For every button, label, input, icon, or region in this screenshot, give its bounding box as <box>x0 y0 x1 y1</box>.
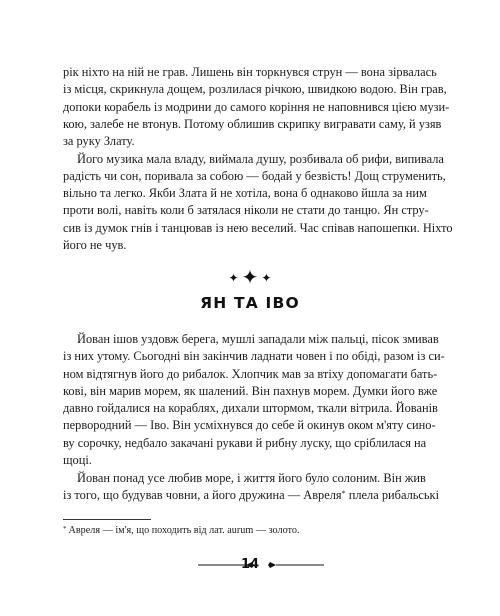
footnote <box>63 524 300 537</box>
footnote-marker: * <box>63 525 67 533</box>
text-segment: із того, що будував човни, а його дружина — Авреля <box>63 488 342 503</box>
paragraph-bottom-2 <box>63 470 447 505</box>
paragraph-top-1 <box>63 64 450 150</box>
footnote-reference: * <box>341 489 346 499</box>
paragraph-bottom-1 <box>63 331 447 469</box>
text-line: із них утому. Сьогодні він закінчив ладнати човен і по обіді, разом із си- <box>63 349 445 364</box>
star-icon: ✦ <box>228 271 239 285</box>
text-line: його не чув. <box>63 237 127 252</box>
page-number: 14 <box>240 557 260 572</box>
section-ornament <box>0 268 500 288</box>
text-line: кою, залебе не втонув. Потому облишив скрипку вигравати саму, й узяв <box>63 116 442 131</box>
text-line: із місця, скрикнула дощем, розлилася річкою, швидкою водою. Він грав, <box>63 82 447 97</box>
text-line: допоки корабель із модрини до самого коріння не наповнився цією музи- <box>63 99 450 114</box>
text-line: проти волі, навіть коли б затялася ніколи не стати до танцю. Ян стру- <box>63 203 429 218</box>
section-title: ЯН ТА ІВО <box>200 294 300 312</box>
text-line: кові, він марив морем, як шалений. Він пахнув морем. Думки його вже <box>63 383 438 398</box>
text-line: Йован ішов уздовж берега, мушлі западали між пальці, пісок змивав <box>77 332 439 346</box>
text-line: за руку Злату. <box>63 134 135 149</box>
text-line: Йован понад усе любив море, і життя його було солоним. Він жив <box>77 471 426 485</box>
text-line: первородний — Іво. Він усміхнувся до себе й окинув оком м'яту сино- <box>63 418 436 433</box>
text-line: рік ніхто на ній не грав. Лишень він торкнувся струн — вона зірвалась <box>63 65 437 79</box>
text-line: сив із думок гнів і танцював із нею веселий. Час співав напошепки. Ніхто <box>63 220 453 235</box>
text-line: радість чи сон, поривала за собою — бодай у безвість! Дощ струменить, <box>63 168 446 183</box>
footnote-text: Авреля — ім'я, що походить від лат. aurum — золото. <box>68 525 300 536</box>
text-line <box>63 487 447 504</box>
star-icon: ✦ <box>241 267 259 289</box>
text-line: давно гойдалися на кораблях, дихали штормом, ткали вітрила. Йованів <box>63 401 438 416</box>
paragraph-top-2 <box>63 151 453 255</box>
text-line: ву сорочку, недбало закачані рукави й рибну луску, що сріблилася на <box>63 435 427 450</box>
footnote-divider <box>63 519 151 520</box>
star-icon: ✦ <box>261 271 272 285</box>
text-line: вільно та легко. Якби Злата й не хотіла, вона б однаково йшла за ним <box>63 186 427 201</box>
text-segment: плела рибальські <box>345 488 440 503</box>
text-line: ном відтягнув його до рибалок. Хлопчик мав за втіху допомагати бать- <box>63 366 438 381</box>
text-line: щоці. <box>63 453 92 468</box>
text-line: Його музика мала владу, виймала душу, розбивала об рифи, випивала <box>77 151 444 166</box>
